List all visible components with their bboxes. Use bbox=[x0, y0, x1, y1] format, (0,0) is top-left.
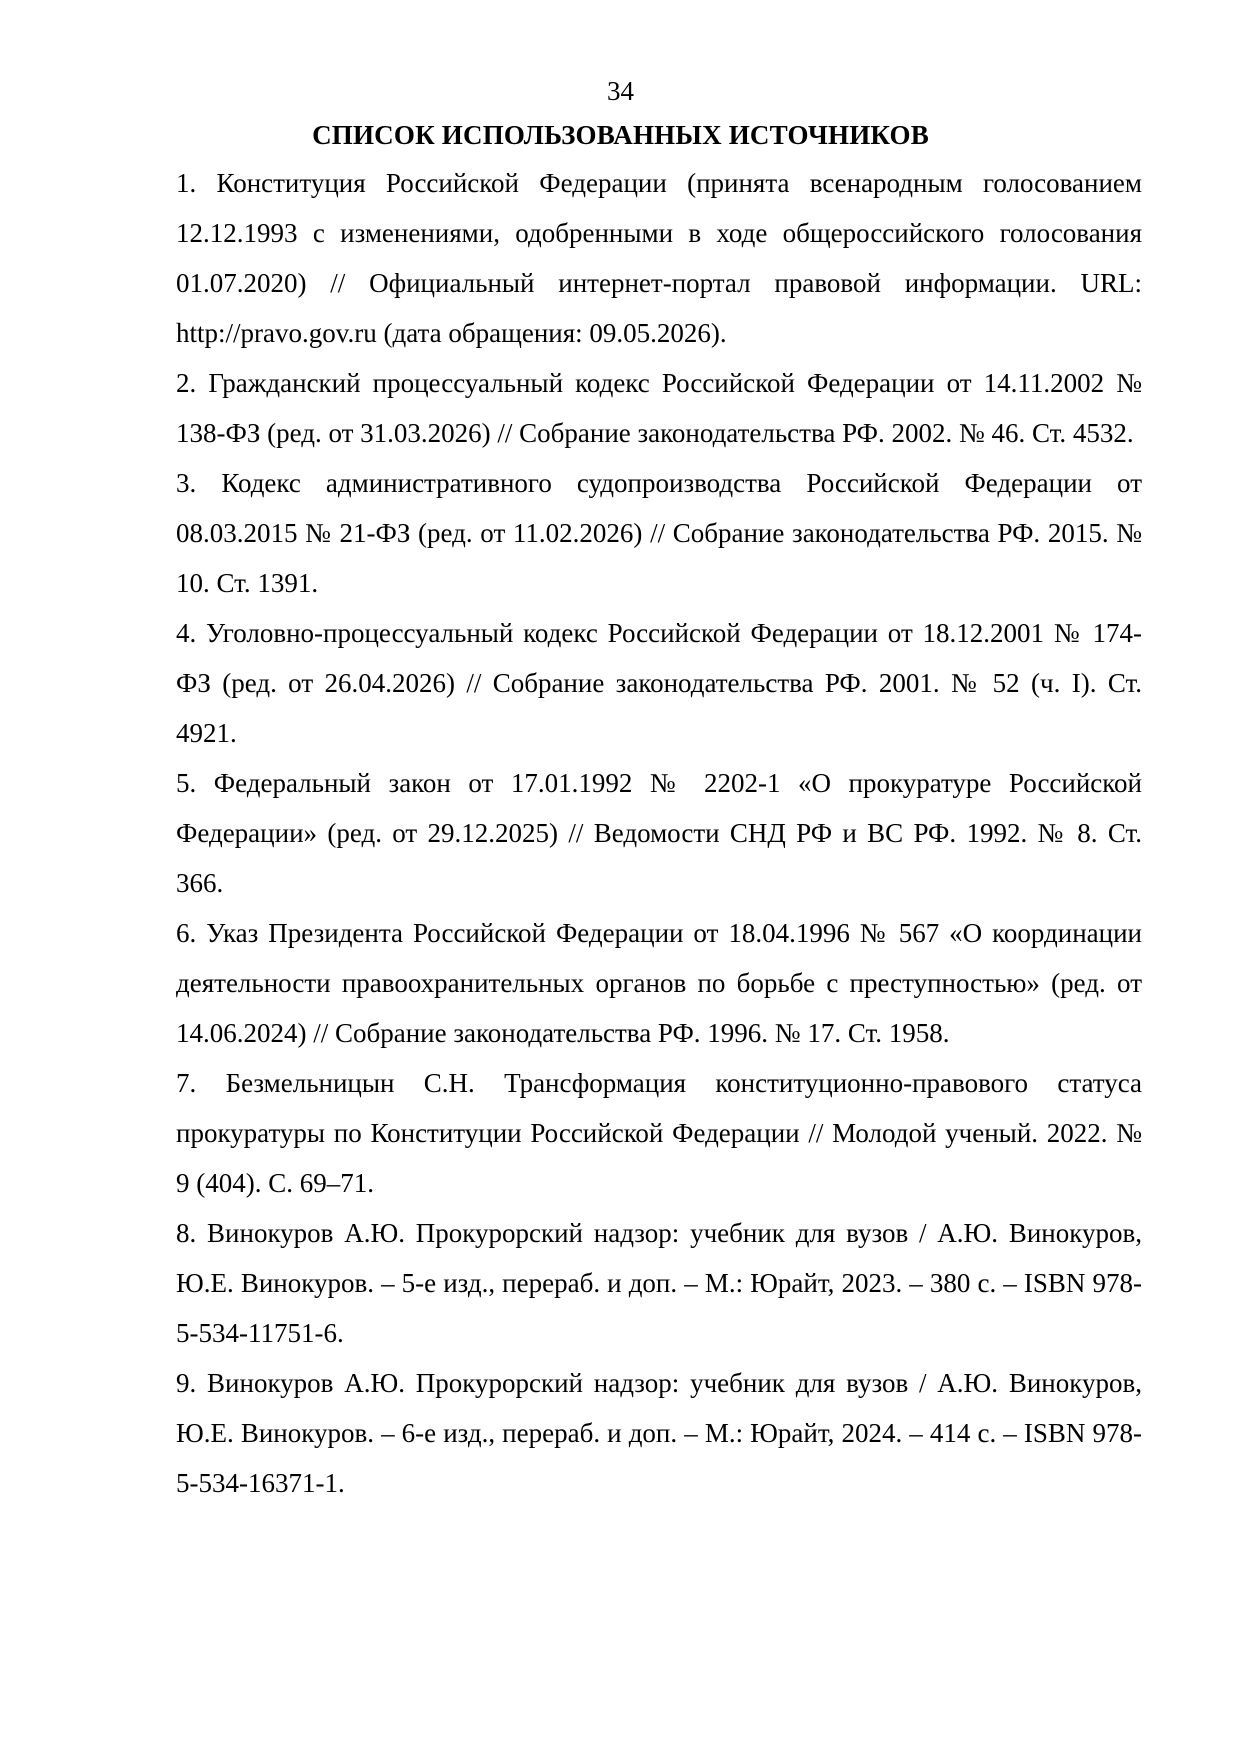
reference-item-6: 6. Указ Президента Российской Федерации от 18.04.1996 № 567 «О координации деятельности правоохранительных органов по борьбе с преступностью» (ред. от 14.06.2024) // Собрание законодательства РФ. 1996. № 17. Ст. 1958. bbox=[176, 918, 1142, 1048]
reference-item-5: 5. Федеральный закон от 17.01.1992 № 2202-1 «О прокуратуре Российской Федерации» (ред. от 29.12.2025) // Ведомости СНД РФ и ВС РФ. 1992. № 8. Ст. 366. bbox=[176, 768, 1142, 898]
reference-item-8: 8. Винокуров А.Ю. Прокурорский надзор: учебник для вузов / А.Ю. Винокуров, Ю.Е. Винокуров. – 5-е изд., перераб. и доп. – М.: Юрайт, 2023. – 380 с. – ISBN 978-5-534-11751-6. bbox=[176, 1218, 1142, 1348]
reference-item-1: 1. Конституция Российской Федерации (принята всенародным голосованием 12.12.1993 с изменениями, одобренными в ходе общероссийского голосования 01.07.2020) // Официальный интернет-портал правовой информации. URL: http://pravo.gov.ru (дата обращения: 09.05.2026). bbox=[176, 168, 1142, 348]
reference-item-4: 4. Уголовно-процессуальный кодекс Российской Федерации от 18.12.2001 № 174-ФЗ (ред. от 26.04.2026) // Собрание законодательства РФ. 2001. № 52 (ч. I). Ст. 4921. bbox=[176, 618, 1142, 748]
reference-item-7: 7. Безмельницын С.Н. Трансформация конституционно-правового статуса прокуратуры по Конституции Российской Федерации // Молодой ученый. 2022. № 9 (404). С. 69–71. bbox=[176, 1068, 1142, 1198]
page-number: 34 bbox=[607, 76, 634, 106]
reference-item-3: 3. Кодекс административного судопроизводства Российской Федерации от 08.03.2015 № 21-ФЗ (ред. от 11.02.2026) // Собрание законодательства РФ. 2015. № 10. Ст. 1391. bbox=[176, 468, 1142, 598]
page-title: СПИСОК ИСПОЛЬЗОВАННЫХ ИСТОЧНИКОВ bbox=[312, 120, 929, 150]
reference-item-9: 9. Винокуров А.Ю. Прокурорский надзор: учебник для вузов / А.Ю. Винокуров, Ю.Е. Винокуров. – 6-е изд., перераб. и доп. – М.: Юрайт, 2024. – 414 с. – ISBN 978-5-534-16371-1. bbox=[176, 1368, 1142, 1498]
reference-list bbox=[176, 158, 1142, 1508]
reference-item-2: 2. Гражданский процессуальный кодекс Российской Федерации от 14.11.2002 № 138-ФЗ (ред. от 31.03.2026) // Собрание законодательства РФ. 2002. № 46. Ст. 4532. bbox=[176, 368, 1142, 448]
